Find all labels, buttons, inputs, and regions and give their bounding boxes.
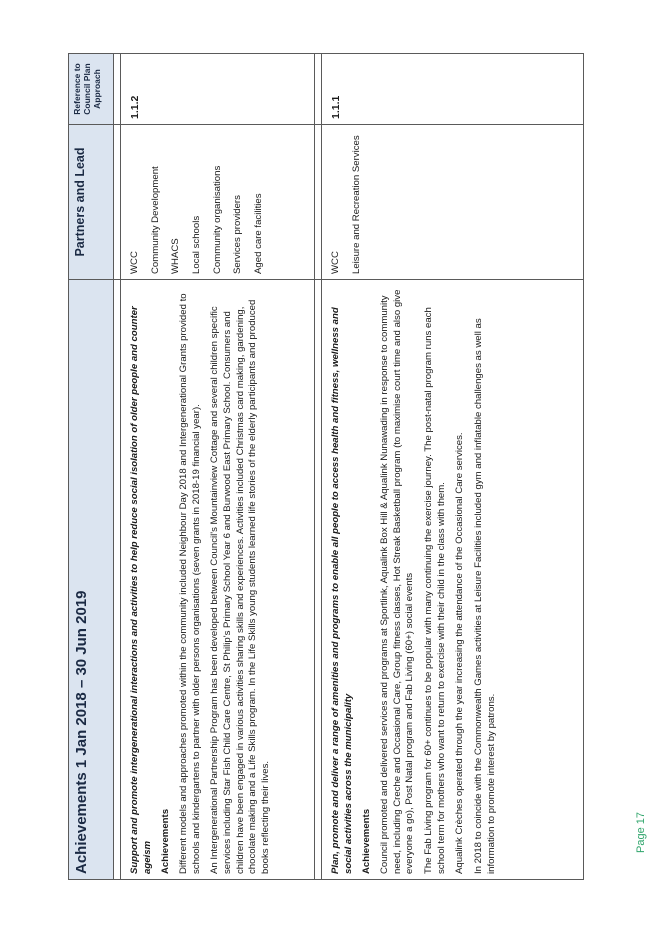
partner-item: Aged care facilities — [252, 193, 264, 274]
achievement-paragraph: An Intergenerational Partnership Program has been developed between Council's Mountainview Cottage and several children specific services including Star Fish Child Care Centre, St Philip's Primary School Year 6 and Burwood East Primary School. Consumers and children have been engaged in various activities sharing skills and experiences. Activities included Christmas card making, gardening, chocolate making and a Life Skills program. In the Life Skills young students learned life stories of the elderly participants and produced books reflecting their lives. — [209, 299, 271, 874]
partners-cell — [121, 125, 315, 280]
objective-text: Support and promote intergenerational interactions and activities to help reduce social isolation of older people and counter ageism — [129, 306, 153, 874]
achievement-paragraph: Aqualink Crèches operated through the year increasing the attendance of the Occasional Care services. — [454, 432, 466, 874]
achievements-table — [68, 53, 584, 880]
achievement-paragraph: The Fab Living program for 60+ continues to be popular with many continuing the exercise journey. The post-natal program runs each school term for mothers who want to return to exercise with their child in the class with them. — [422, 307, 447, 874]
reference-value: 1.1.1 — [330, 95, 342, 119]
partners-cell — [322, 125, 584, 280]
reference-value: 1.1.2 — [129, 95, 141, 119]
achievements-label: Achievements — [361, 808, 373, 874]
header-achievements: Achievements 1 Jan 2018 – 30 Jun 2019 — [69, 280, 114, 880]
header-partners: Partners and Lead — [69, 125, 114, 280]
table-header-row — [69, 54, 114, 880]
table-row — [322, 54, 584, 880]
header-reference: Reference to Council Plan Approach — [69, 54, 114, 125]
achievement-cell — [121, 280, 315, 880]
partner-item: Community Development — [149, 166, 161, 274]
reference-cell — [322, 54, 584, 125]
achievement-cell — [322, 280, 584, 880]
partner-item: WCC — [129, 251, 140, 274]
reference-cell — [121, 54, 315, 125]
partner-item: WCC — [330, 251, 341, 274]
spacer-row — [315, 54, 322, 880]
partner-item: Community organisations — [211, 165, 223, 274]
achievement-paragraph: Different models and approaches promoted within the community included Neighbour Day 2018 and Intergenerational Grants provided to schools and kindergartens to partner with older persons organisations (seven grants in 2018-19 financial year). — [177, 293, 202, 874]
partner-item: Local schools — [190, 215, 202, 274]
partner-item: Services providers — [232, 195, 244, 274]
achievement-paragraph: Council promoted and delivered services and programs at Sportlink, Aqualink Box Hill & Aqualink Nunawading in response to community need, including Creche and Occasional Care, Group fitness classes, Hot Streak Basketball program (to maximise court time and also give everyone a go), Post Natal program and Fab Living (60+) social events — [378, 289, 416, 874]
partner-item: Leisure and Recreation Services — [350, 135, 362, 274]
achievements-label: Achievements — [160, 808, 172, 874]
spacer-row — [114, 54, 121, 880]
partner-item: WHACS — [170, 238, 182, 274]
table-row — [121, 54, 315, 880]
achievement-paragraph: In 2018 to coincide with the Commonwealth Games activities at Leisure Facilities included gym and inflatable challenges as well as information to promote interest by patrons. — [472, 318, 497, 874]
objective-text: Plan, promote and deliver a range of amenities and programs to enable all people to access health and fitness, wellness and social activities across the municipality — [330, 307, 354, 874]
page-number: Page 17 — [635, 812, 647, 853]
